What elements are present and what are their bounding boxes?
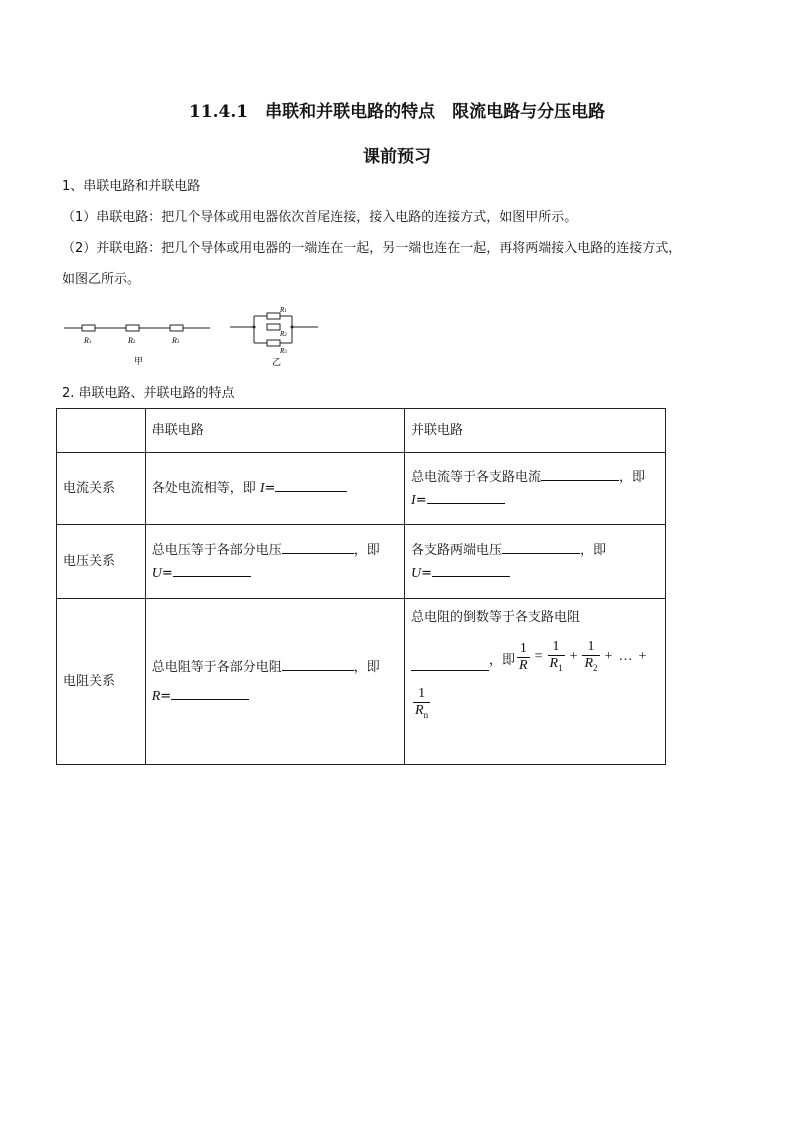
fraction-1-over-R2: $\frac{1}{R_2}$ [582,639,599,676]
parallel-definition-line1: （2）并联电路：把几个导体或用电器的一端连在一起，另一端也连在一起，再将两端接入电路的连接方式， [62,241,682,256]
series-resistor-1 [82,325,95,331]
resistance-series-cell: 总电阻等于各部分电阻 ，即 R= [145,599,404,765]
svg-text:R2: R2 [280,330,287,338]
blank-current-series [275,477,347,492]
current-series-cell: 各处电流相等，即 I= [145,453,404,525]
parallel-label-r2: R [280,330,285,338]
row-label-resistance: 电阻关系 [57,599,146,765]
parallel-label-r1: R [280,306,285,314]
resistance-parallel-cell [405,599,666,765]
blank-current-parallel-1 [541,466,619,481]
resistance-formula: ，即 $\frac{1}{R}$ = $\frac{1}{R_1}$ + $\frac{1}{R_2}$ + … + [411,639,659,676]
series-circuit-figure [60,316,215,372]
svg-text:R3: R3 [172,336,180,345]
table-row-voltage [57,525,666,599]
section2-heading: 2. 串联电路、并联电路的特点 [62,386,235,401]
table-header-row [57,409,666,453]
fraction-1-over-R: $\frac{1}{R}$ [519,640,528,673]
page-subtitle: 课前预习 [363,147,431,167]
parallel-resistor-1 [267,313,280,319]
blank-voltage-parallel-1 [502,539,580,554]
parallel-resistor-2 [267,324,280,330]
parallel-circuit-figure [228,303,323,369]
series-definition: （1）串联电路：把几个导体或用电器依次首尾连接，接入电路的连接方式，如图甲所示。 [62,210,578,225]
svg-text:R2: R2 [128,336,136,345]
blank-current-parallel-2 [427,489,505,504]
svg-text:R3: R3 [280,347,287,355]
header-series: 串联电路 [145,409,404,453]
series-label-r1: R [84,336,89,345]
resistance-parallel-text: 总电阻的倒数等于各支路电阻 [411,610,581,625]
parallel-definition-line2: 如图乙所示。 [62,272,141,287]
series-label-r3: R [172,336,177,345]
section1-heading: 1、串联电路和并联电路 [62,179,201,194]
svg-text:R1: R1 [280,306,287,314]
header-empty-cell [57,409,146,453]
fraction-1-over-R1: $\frac{1}{R_1}$ [548,639,565,676]
blank-voltage-series-1 [282,539,354,554]
comparison-table [56,408,666,765]
voltage-parallel-cell: 各支路两端电压 ，即 U= [405,525,666,599]
parallel-label-r3: R [280,347,285,355]
voltage-series-cell: 总电压等于各部分电压 ，即 U= [145,525,404,599]
blank-resistance-series-2 [171,685,249,700]
blank-voltage-series-2 [173,562,251,577]
fraction-1-over-Rn: $\frac{1}{R_n}$ [413,686,430,723]
series-resistor-2 [126,325,139,331]
parallel-resistor-3 [267,340,280,346]
parallel-figure-caption: 乙 [272,357,282,367]
header-parallel: 并联电路 [405,409,666,453]
current-parallel-cell: 总电流等于各支路电流 ，即 I= [405,453,666,525]
series-resistor-3 [170,325,183,331]
blank-resistance-series-1 [282,656,354,671]
series-figure-caption: 甲 [134,356,144,366]
row-label-voltage: 电压关系 [57,525,146,599]
blank-resistance-parallel [411,656,489,671]
row-label-current: 电流关系 [57,453,146,525]
blank-voltage-parallel-2 [432,562,510,577]
svg-text:R1: R1 [84,336,92,345]
series-label-r2: R [128,336,133,345]
page-title: 11.4.1 串联和并联电路的特点 限流电路与分压电路 [188,102,606,122]
table-row-current [57,453,666,525]
table-row-resistance [57,599,666,765]
